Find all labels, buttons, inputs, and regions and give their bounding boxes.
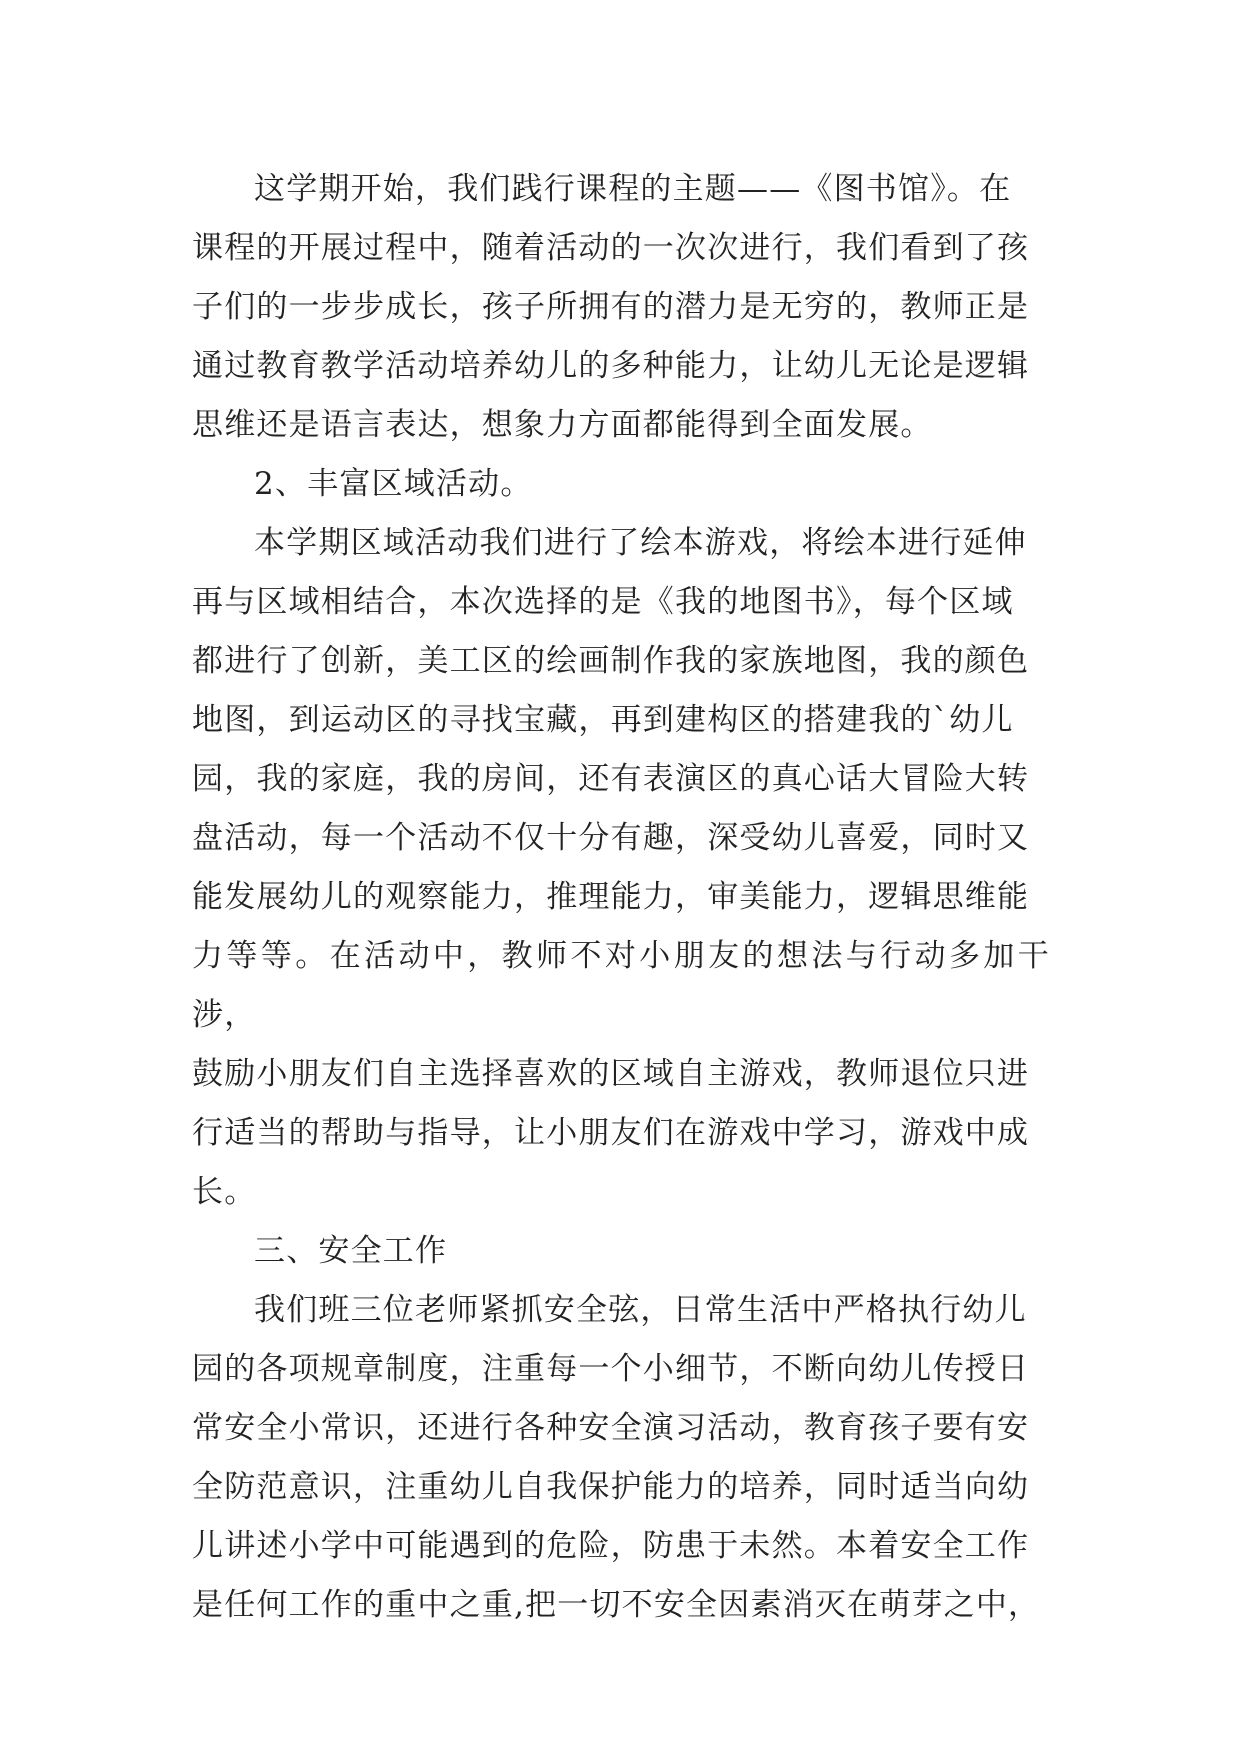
paragraph-library-theme: 这学期开始，我们践行课程的主题——《图书馆》。在 课程的开展过程中，随着活动的一次次进行，我们看到了孩 子们的一步步成长，孩子所拥有的潜力是无穷的，教师正是 通过教育教学活动培养幼儿的多种能力，让幼儿无论是逻辑 思维还是语言表达，想象力方面都能得到全面发展。 <box>192 171 1030 443</box>
paragraph-area-activities: 本学期区域活动我们进行了绘本游戏，将绘本进行延伸 再与区域相结合，本次选择的是《我的地图书》，每个区域 都进行了创新，美工区的绘画制作我的家族地图，我的颜色 地图，到运动区的寻找宝藏，再到建构区的搭建我的`幼儿 园，我的家庭，我的房间，还有表演区的真心话大冒险大转 盘活动，每一个活动不仅十分有趣，深受幼儿喜爱，同时又 能发展幼儿的观察能力，推理能力，审美能力，逻辑思维能 力等等。在活动中，教师不对小朋友的想法与行动多加干涉， 鼓励小朋友们自主选择喜欢的区域自主游戏，教师退位只进 行适当的帮助与指导，让小朋友们在游戏中学习，游戏中成 长。 <box>192 525 1050 1210</box>
document-body <box>192 160 1050 1635</box>
heading-safety-work: 三、安全工作 <box>254 1233 448 1269</box>
heading-area-activities: 2、丰富区域活动。 <box>254 466 533 502</box>
paragraph-safety-work: 我们班三位老师紧抓安全弦，日常生活中严格执行幼儿 园的各项规章制度，注重每一个小细节，不断向幼儿传授日 常安全小常识，还进行各种安全演习活动，教育孩子要有安 全防范意识，注重幼儿自我保护能力的培养，同时适当向幼 儿讲述小学中可能遇到的危险，防患于未然。本着安全工作 是任何工作的重中之重,把一切不安全因素消灭在萌芽之中， <box>192 1292 1041 1623</box>
